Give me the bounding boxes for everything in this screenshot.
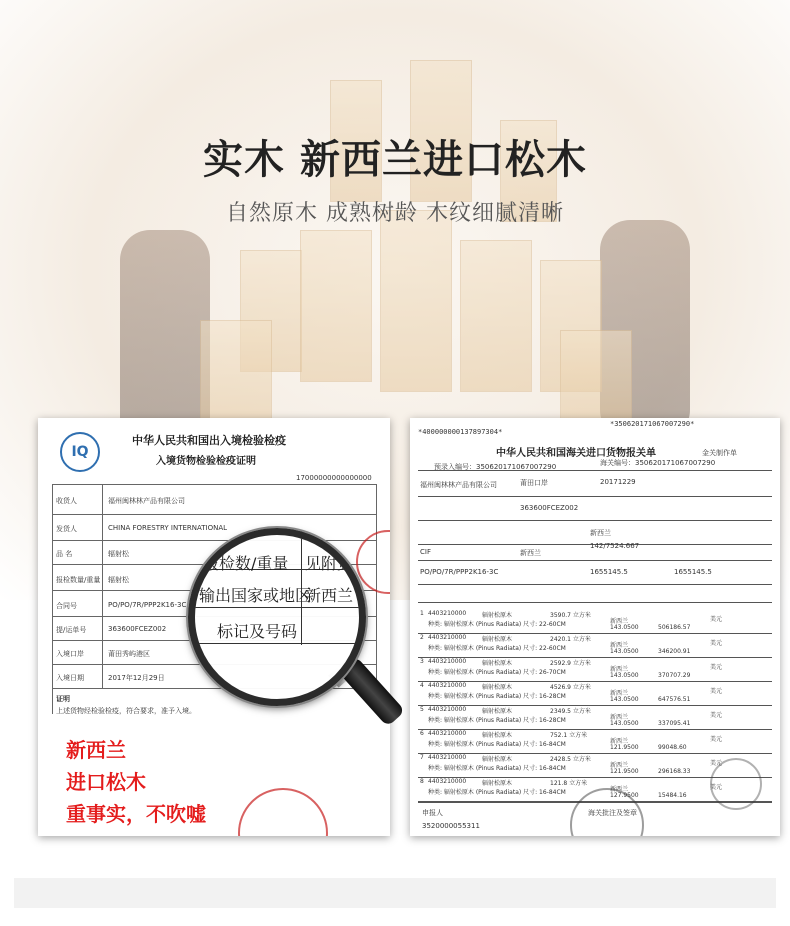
item-unit-price: 143.0500	[610, 672, 639, 679]
field-label: 提/运单号	[56, 626, 87, 634]
note-line-2: 进口松木	[66, 770, 146, 794]
item-currency: 美元	[710, 688, 723, 695]
certificate-title-line1: 中华人民共和国出入境检验检疫	[132, 434, 286, 447]
item-currency: 美元	[710, 712, 723, 719]
item-unit-price: 121.9500	[610, 744, 639, 751]
field-value: 福州闽林林产品有限公司	[108, 497, 185, 505]
item-currency: 美元	[710, 640, 723, 647]
item-quantity: 3590.7 立方米	[550, 612, 591, 619]
item-quantity: 752.1 立方米	[550, 732, 588, 739]
item-name: 辐射松原木	[482, 612, 513, 619]
wood-slab-left	[120, 230, 210, 450]
item-no: 7	[420, 754, 424, 761]
item-divider	[418, 729, 772, 730]
footer-code: 3520000055311	[422, 822, 480, 830]
item-total: 296168.33	[658, 768, 691, 775]
item-name: 辐射松原木	[482, 780, 513, 787]
item-total: 337095.41	[658, 720, 691, 727]
header-cell: 新西兰	[520, 549, 541, 557]
item-hs-code: 4403210000	[428, 706, 467, 713]
item-name: 辐射松原木	[482, 636, 513, 643]
field-label: 入境日期	[56, 674, 84, 682]
note-line-3: 重事实，不吹嘘	[66, 802, 206, 826]
footer-band	[14, 878, 776, 908]
field-value: 363600FCEZ002	[108, 625, 167, 633]
item-hs-code: 4403210000	[428, 682, 467, 689]
header-cell: 福州闽林林产品有限公司	[420, 481, 497, 489]
item-name: 辐射松原木	[482, 660, 513, 667]
item-currency: 美元	[710, 616, 723, 623]
highlight-note	[58, 730, 234, 830]
wood-block	[200, 320, 272, 432]
item-unit-price: 121.9500	[610, 768, 639, 775]
item-spec: 种类: 辐射松原木 (Pinus Radiata) 尺寸: 16-84CM	[428, 741, 566, 748]
field-value: 辐射松	[108, 550, 129, 558]
customs-number: 海关编号：350620171067007290	[600, 459, 716, 467]
item-origin: 新西兰	[610, 666, 629, 673]
item-unit-price: 143.0500	[610, 696, 639, 703]
item-unit-price: 143.0500	[610, 720, 639, 727]
item-unit-price: 143.0500	[610, 624, 639, 631]
declaration-title: 中华人民共和国海关进口货物报关单	[496, 448, 656, 459]
field-value: 辐射松	[108, 576, 129, 584]
item-spec: 种类: 辐射松原木 (Pinus Radiata) 尺寸: 22-60CM	[428, 621, 566, 628]
wood-block	[380, 210, 452, 392]
item-divider	[418, 705, 772, 706]
headline: 实木 新西兰进口松木	[203, 137, 587, 183]
field-value: PO/PO/7R/PPP2K16-3C	[108, 601, 187, 609]
item-currency: 美元	[710, 760, 723, 767]
item-name: 辐射松原木	[482, 708, 513, 715]
field-label: 报检数量/重量	[56, 576, 101, 584]
lens-cell-weight: 报检数/重量	[203, 554, 289, 573]
item-quantity: 4526.9 立方米	[550, 684, 591, 691]
item-origin: 新西兰	[610, 738, 629, 745]
item-origin: 新西兰	[610, 786, 629, 793]
item-quantity: 121.8 立方米	[550, 780, 588, 787]
official-stamp	[238, 788, 328, 836]
item-quantity: 2592.9 立方米	[550, 660, 591, 667]
item-spec: 种类: 辐射松原木 (Pinus Radiata) 尺寸: 16-28CM	[428, 693, 566, 700]
item-name: 辐射松原木	[482, 756, 513, 763]
item-total: 647576.51	[658, 696, 691, 703]
wood-block	[460, 240, 532, 392]
item-no: 3	[420, 658, 424, 665]
header-cell: CIF	[420, 548, 431, 556]
item-no: 6	[420, 730, 424, 737]
item-total: 15484.16	[658, 792, 687, 799]
item-spec: 种类: 辐射松原木 (Pinus Radiata) 尺寸: 16-84CM	[428, 765, 566, 772]
item-currency: 美元	[710, 784, 723, 791]
header-cell: 363600FCEZ002	[520, 504, 579, 512]
item-currency: 美元	[710, 664, 723, 671]
customs-stamp	[710, 758, 762, 810]
item-no: 5	[420, 706, 424, 713]
item-quantity: 2428.5 立方米	[550, 756, 591, 763]
wood-block	[300, 230, 372, 382]
item-hs-code: 4403210000	[428, 658, 467, 665]
item-divider	[418, 657, 772, 658]
field-label: 发货人	[56, 525, 77, 533]
item-spec: 种类: 辐射松原木 (Pinus Radiata) 尺寸: 22-60CM	[428, 645, 566, 652]
item-origin: 新西兰	[610, 642, 629, 649]
header-cell: 1655145.5	[674, 568, 712, 576]
field-label: 入境口岸	[56, 650, 84, 658]
barcode-right: *350620171067007290*	[610, 420, 695, 428]
header-cell: 莆田口岸	[520, 479, 548, 487]
magnifier-lens	[188, 528, 366, 706]
field-label: 品 名	[56, 550, 73, 558]
customs-declaration	[410, 418, 780, 836]
pre-entry-number: 预录入编号：350620171067007290	[434, 463, 557, 471]
wood-block	[560, 330, 632, 422]
footer-customs-note: 海关批注及签章	[588, 809, 637, 817]
header-cell: PO/PO/7R/PPP2K16-3C	[420, 568, 499, 576]
field-value: 莆田秀屿港区	[108, 650, 150, 658]
lens-cell-marks: 标记及号码	[217, 622, 298, 641]
item-divider	[418, 753, 772, 754]
item-origin: 新西兰	[610, 690, 629, 697]
item-hs-code: 4403210000	[428, 778, 467, 785]
barcode-left: *400000000137897304*	[418, 428, 503, 436]
item-divider	[418, 681, 772, 682]
item-hs-code: 4403210000	[428, 730, 467, 737]
item-origin: 新西兰	[610, 714, 629, 721]
header-cell: 142/7524.667	[590, 542, 640, 550]
item-no: 2	[420, 634, 424, 641]
item-currency: 美元	[710, 736, 723, 743]
item-divider	[418, 633, 772, 634]
field-value: 2017年12月29日	[108, 674, 165, 682]
item-name: 辐射松原木	[482, 684, 513, 691]
remark-text: 上述货物经检验检疫，符合要求，准予入境。	[56, 707, 196, 715]
item-hs-code: 4403210000	[428, 610, 467, 617]
item-spec: 种类: 辐射松原木 (Pinus Radiata) 尺寸: 26-70CM	[428, 669, 566, 676]
certificate-serial: 17000000000000000	[296, 474, 372, 482]
header-cell: 1655145.5	[590, 568, 628, 576]
lens-cell-attached: 见附页	[305, 554, 354, 573]
item-spec: 种类: 辐射松原木 (Pinus Radiata) 尺寸: 16-28CM	[428, 717, 566, 724]
item-total: 506186.57	[658, 624, 691, 631]
header-cell: 20171229	[600, 478, 636, 486]
item-no: 8	[420, 778, 424, 785]
item-spec: 种类: 辐射松原木 (Pinus Radiata) 尺寸: 16-84CM	[428, 789, 566, 796]
subheadline: 自然原木 成熟树龄 木纹细腻清晰	[226, 201, 564, 226]
item-hs-code: 4403210000	[428, 754, 467, 761]
item-quantity: 2349.5 立方米	[550, 708, 591, 715]
item-origin: 新西兰	[610, 618, 629, 625]
item-unit-price: 143.0500	[610, 648, 639, 655]
page-label: 金关制作单	[702, 449, 737, 457]
item-total: 99048.60	[658, 744, 687, 751]
item-no: 1	[420, 610, 424, 617]
item-quantity: 2420.1 立方米	[550, 636, 591, 643]
certificate-title-line2: 入境货物检验检疫证明	[156, 456, 256, 467]
footer-declarant: 申报人	[422, 809, 443, 817]
note-line-1: 新西兰	[66, 738, 126, 762]
field-label: 合同号	[56, 602, 77, 610]
ciq-logo-icon: IQ	[60, 432, 100, 472]
remark-label: 证明	[56, 695, 70, 703]
item-total: 370707.29	[658, 672, 691, 679]
item-unit-price: 127.9500	[610, 792, 639, 799]
item-origin: 新西兰	[610, 762, 629, 769]
lens-cell-origin-value: 新西兰	[305, 586, 354, 605]
item-total: 346200.91	[658, 648, 691, 655]
lens-cell-origin-label: 输出国家或地区	[199, 586, 312, 605]
header-cell: 新西兰	[590, 529, 611, 537]
field-value: CHINA FORESTRY INTERNATIONAL	[108, 524, 228, 532]
field-label: 收货人	[56, 497, 77, 505]
item-name: 辐射松原木	[482, 732, 513, 739]
item-hs-code: 4403210000	[428, 634, 467, 641]
item-no: 4	[420, 682, 424, 689]
